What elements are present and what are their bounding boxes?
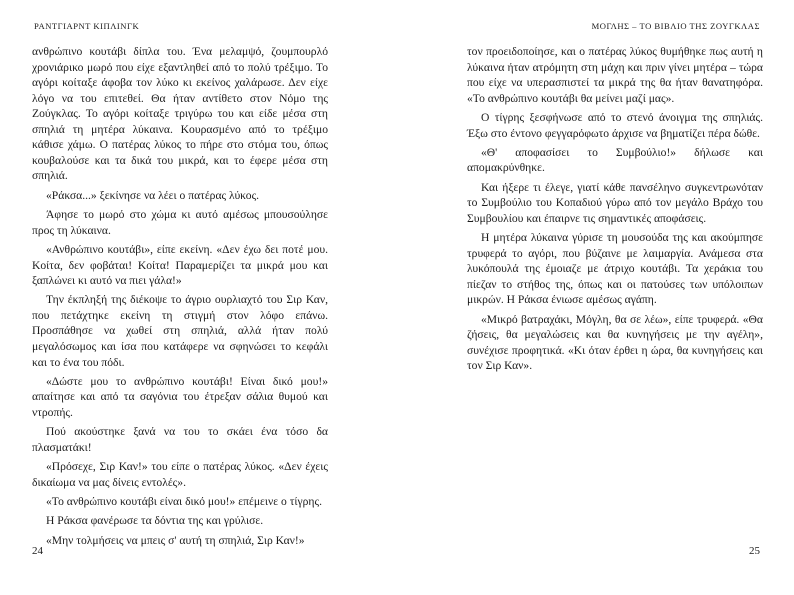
page-number-right: 25 [749, 545, 760, 557]
paragraph: Άφησε το μωρό στο χώμα κι αυτό αμέσως μπουσούλησε προς τη λύκαινα. [32, 208, 328, 237]
paragraph: Ο τίγρης ξεσφήνωσε από το στενό άνοιγμα της σπηλιάς. Έξω στο έντονο φεγγαρόφωτο άρχισε να βηματίζει πέρα δώθε. [467, 110, 763, 140]
right-page [397, 0, 794, 595]
paragraph: «Μικρό βατραχάκι, Μόγλη, θα σε λέω», είπε τρυφερά. «Θα ζήσεις, θα μεγαλώσεις και θα κυνηγήσεις με την αγέλη», συνέχισε προφητικά. «Κι όταν έρθει η ώρα, θα κυνηγήσεις και τον Σιρ Καν». [467, 312, 763, 373]
body-text-right [467, 44, 763, 378]
paragraph: Και ήξερε τι έλεγε, γιατί κάθε πανσέληνο συγκεντρωνόταν το Συμβούλιο του Κοπαδιού γύρω από τον μεγάλο Βράχο του Συμβουλίου και έπαιρνε τις σημαντικές αποφάσεις. [467, 180, 763, 225]
paragraph: «Θ' αποφασίσει το Συμβούλιο!» δήλωσε και απομακρύνθηκε. [467, 145, 763, 175]
paragraph: Η μητέρα λύκαινα γύρισε τη μουσούδα της και ακούμπησε τρυφερά το αγόρι, που βύζαινε με λαιμαργία. Ανάμεσα στα λυκόπουλά της έμοιαζε με άτριχο κουτάβι. Τα χεράκια του πίεζαν το στήθος της, όπως και οι πατούσες των υπόλοιπων μικρών. Η Ράκσα ένιωσε αμέσως αγάπη. [467, 231, 763, 307]
running-head-title: ΜΟΓΛΗΣ – ΤΟ ΒΙΒΛΙΟ ΤΗΣ ΖΟΥΓΚΛΑΣ [591, 21, 760, 31]
paragraph: ανθρώπινο κουτάβι δίπλα του. Ένα μελαμψό, ζουμπουρλό χρονιάρικο μωρό που είχε εξαντληθεί από το πολύ τρέξιμο. Το αγόρι κοίταξε άφοβα τον λύκο κι εκείνος χαλάρωσε. Δεν είχε λόγο να του επιτεθεί. Θα ήταν αντίθετο στον Νόμο της Ζούγκλας. Το αγόρι κοίταξε τριγύρω του και είδε μέσα στη σπηλιά τη μητέρα λύκαινα. Κουρασμένο από το τρέξιμο κάθισε χάμω. Ο πατέρας λύκος το πήρε στο στόμα του, όπως κουβαλούσε και τα δικά του μικρά, και το έφερε μέσα στη σπηλιά. [32, 45, 328, 183]
paragraph: «Δώστε μου το ανθρώπινο κουτάβι! Είναι δικό μου!» απαίτησε και από τα σαγόνια του έτρεξαν σάλια θυμού και ντροπής. [32, 374, 328, 420]
paragraph: τον προειδοποίησε, και ο πατέρας λύκος θυμήθηκε πως αυτή η λύκαινα ήταν ατρόμητη στη μάχη και πριν γίνει μητέρα – τώρα που είχε να υπερασπιστεί τα μικρά της θα ήταν θανατηφόρα. «Το ανθρώπινο κουτάβι θα μείνει μαζί μας». [467, 45, 763, 105]
paragraph: «Μην τολμήσεις να μπεις σ' αυτή τη σπηλιά, Σιρ Καν!» [46, 533, 305, 547]
running-head-author: ΡΑΝΤΓΙΑΡΝΤ ΚΙΠΛΙΝΓΚ [34, 21, 140, 31]
body-text-left [32, 44, 328, 552]
page-number-left: 24 [32, 545, 43, 557]
paragraph: «Ανθρώπινο κουτάβι», είπε εκείνη. «Δεν έχω δει ποτέ μου. Κοίτα, δεν φοβάται! Κοίτα! Παραμερίζει τα μικρά μου και ξαπλώνει κι αυτό να πιει γάλα!» [32, 242, 328, 288]
paragraph: Την έκπληξή της διέκοψε το άγριο ουρλιαχτό του Σιρ Καν, που πετάχτηκε εκείνη τη στιγμή στον λόφο επάνω. Προσπάθησε να χωθεί στη σπηλιά, αλλά ήταν πολύ μεγαλόσωμος και ίσα που κατάφερε να σφηνώσει το κεφάλι και το ένα του πόδι. [32, 293, 328, 369]
paragraph: «Το ανθρώπινο κουτάβι είναι δικό μου!» επέμεινε ο τίγρης. [46, 495, 322, 509]
paragraph: «Ράκσα...» ξεκίνησε να λέει ο πατέρας λύκος. [46, 188, 260, 202]
paragraph: Πού ακούστηκε ξανά να του το σκάει ένα τόσο δα πλασματάκι! [32, 425, 328, 454]
paragraph: Η Ράκσα φανέρωσε τα δόντια της και γρύλισε. [46, 514, 264, 528]
paragraph: «Πρόσεχε, Σιρ Καν!» του είπε ο πατέρας λύκος. «Δεν έχεις δικαίωμα να μας δίνεις εντολές». [32, 460, 328, 489]
